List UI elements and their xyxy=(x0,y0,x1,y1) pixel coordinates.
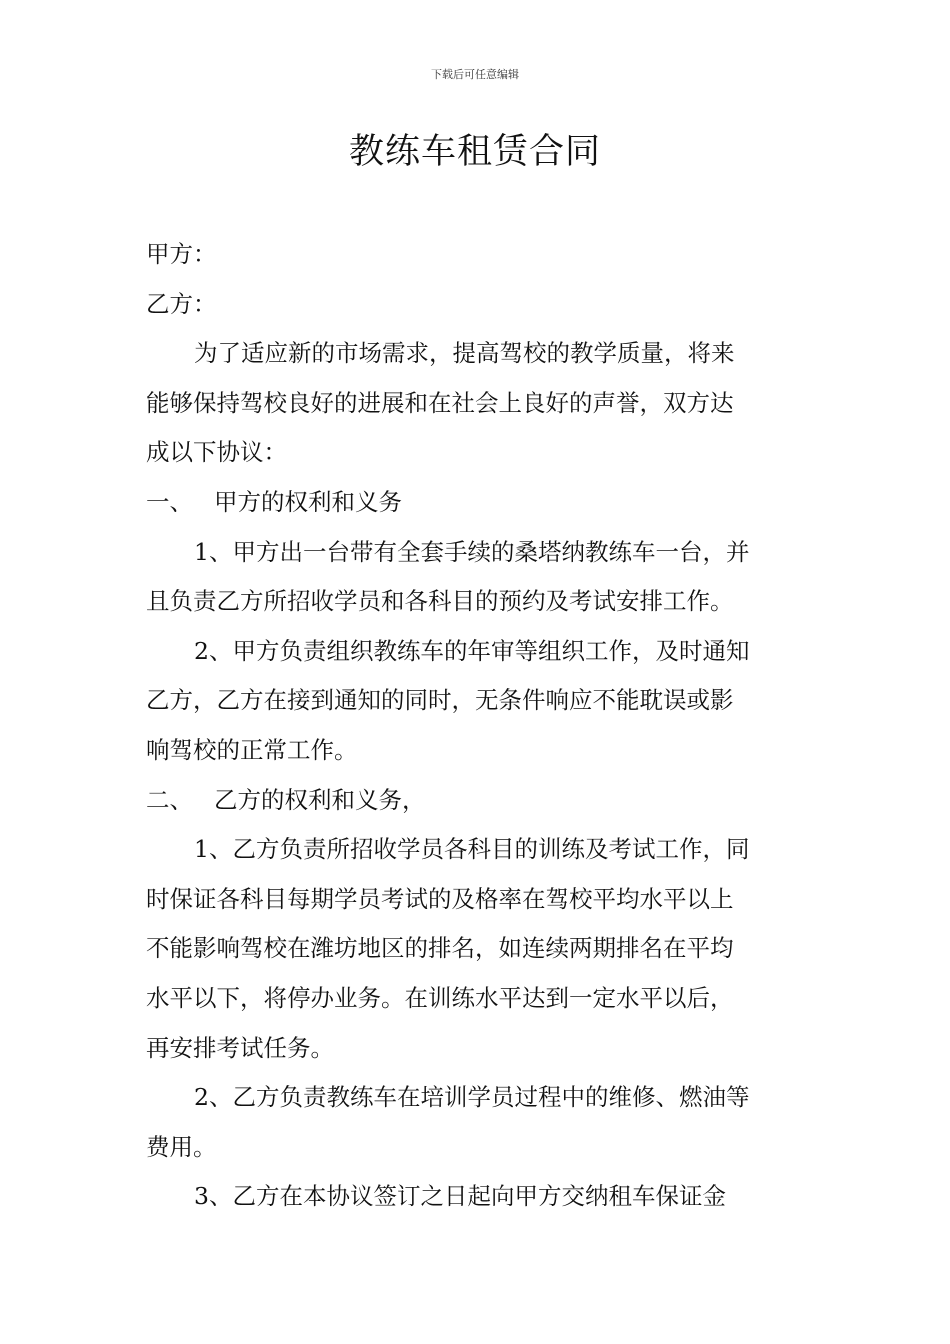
section-heading-text: 乙方的权利和义务， xyxy=(214,785,426,814)
clause-line: 2、甲方负责组织教练车的年审等组织工作，及时通知 xyxy=(194,636,750,665)
clause-line: 3、乙方在本协议签订之日起向甲方交纳租车保证金 xyxy=(194,1182,726,1211)
header-note: 下载后可任意编辑 xyxy=(431,68,519,81)
clause-line: 乙方，乙方在接到通知的同时，无条件响应不能耽误或影 xyxy=(146,686,734,715)
preamble-line: 成以下协议： xyxy=(146,438,287,467)
section-number: 一、 xyxy=(146,487,193,516)
clause-line: 再安排考试任务。 xyxy=(146,1033,334,1062)
clause-line: 时保证各科目每期学员考试的及格率在驾校平均水平以上 xyxy=(146,884,734,913)
clause-line: 水平以下，将停办业务。在训练水平达到一定水平以后， xyxy=(146,983,734,1012)
section-number: 二、 xyxy=(146,785,193,814)
clause-line: 且负责乙方所招收学员和各科目的预约及考试安排工作。 xyxy=(146,587,734,616)
document-body xyxy=(146,230,811,1222)
clause-line: 2、乙方负责教练车在培训学员过程中的维修、燃油等 xyxy=(194,1083,750,1112)
preamble-line: 为了适应新的市场需求，提高驾校的教学质量，将来 xyxy=(194,339,735,368)
preamble-line: 能够保持驾校良好的进展和在社会上良好的声誉，双方达 xyxy=(146,388,734,417)
clause-line: 不能影响驾校在潍坊地区的排名，如连续两期排名在平均 xyxy=(146,934,734,963)
document-title: 教练车租赁合同 xyxy=(348,132,601,172)
clause-line: 费用。 xyxy=(146,1132,217,1161)
party-b-line: 乙方： xyxy=(146,289,217,318)
section-heading-2 xyxy=(146,776,811,826)
clause-line: 1、乙方负责所招收学员各科目的训练及考试工作，同 xyxy=(194,835,750,864)
party-a-line: 甲方： xyxy=(146,240,217,268)
clause-line: 响驾校的正常工作。 xyxy=(146,735,358,764)
section-heading-text: 甲方的权利和义务 xyxy=(214,487,402,516)
section-heading-1 xyxy=(146,478,811,528)
clause-line: 1、甲方出一台带有全套手续的桑塔纳教练车一台，并 xyxy=(194,537,750,566)
